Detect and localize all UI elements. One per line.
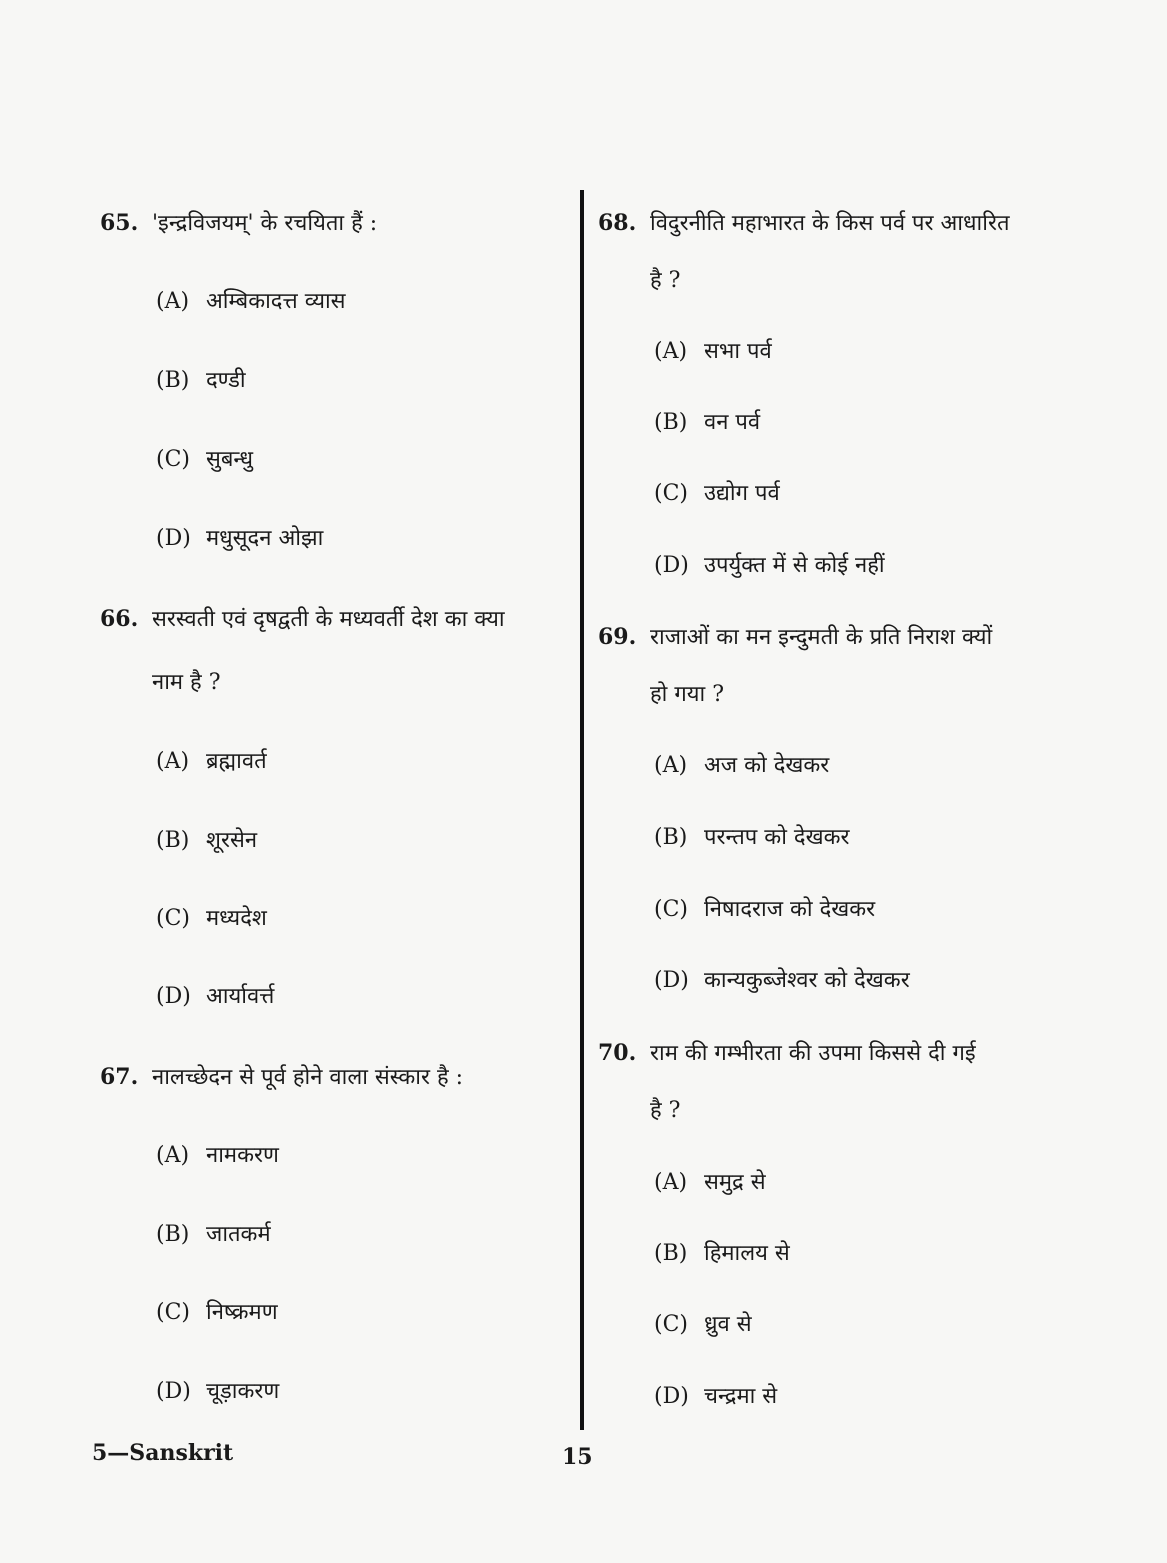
question-number: 65. xyxy=(100,210,139,236)
option-key: (B) xyxy=(654,825,688,850)
option-key: (A) xyxy=(156,749,190,774)
option-text: नामकरण xyxy=(206,1143,279,1168)
option-a[interactable] xyxy=(654,1168,766,1198)
option-text: निषादराज को देखकर xyxy=(704,897,876,922)
option-key: (D) xyxy=(654,968,689,993)
question-text-continued: हो गया ? xyxy=(650,682,725,707)
column-divider xyxy=(580,190,584,1430)
option-key: (A) xyxy=(156,289,190,314)
option-b[interactable] xyxy=(654,823,849,853)
option-c[interactable] xyxy=(654,1310,752,1340)
question-stem xyxy=(100,604,505,635)
option-key: (D) xyxy=(156,526,191,551)
option-text: वन पर्व xyxy=(704,410,761,435)
option-text: दण्डी xyxy=(206,368,246,393)
option-text: परन्तप को देखकर xyxy=(704,825,850,850)
option-text: चन्द्रमा से xyxy=(704,1384,778,1409)
option-text: उद्योग पर्व xyxy=(704,481,780,506)
option-text: कान्यकुब्जेश्वर को देखकर xyxy=(704,968,910,993)
option-text: जातकर्म xyxy=(206,1222,271,1247)
question-text: 'इन्द्रविजयम्' के रचयिता हैं : xyxy=(152,211,378,236)
question-text-continued: है ? xyxy=(650,1098,681,1123)
question-text: सरस्वती एवं दृषद्वती के मध्यवर्ती देश का क्या xyxy=(152,607,505,632)
question-stem xyxy=(598,622,992,653)
option-d[interactable] xyxy=(156,524,323,554)
question-text: राम की गम्भीरता की उपमा किससे दी गई xyxy=(650,1041,976,1066)
option-text: निष्क्रमण xyxy=(206,1300,278,1325)
option-d[interactable] xyxy=(654,1382,777,1412)
option-text: ब्रह्मावर्त xyxy=(206,749,267,774)
option-c[interactable] xyxy=(156,904,267,934)
option-a[interactable] xyxy=(156,747,267,777)
option-c[interactable] xyxy=(156,445,253,475)
option-b[interactable] xyxy=(654,408,760,438)
question-text-continued: नाम है ? xyxy=(152,670,221,695)
option-text: अज को देखकर xyxy=(704,753,830,778)
option-text: शूरसेन xyxy=(206,828,258,853)
option-key: (C) xyxy=(654,481,688,506)
question-number: 68. xyxy=(598,210,637,236)
option-key: (A) xyxy=(654,753,688,778)
option-key: (C) xyxy=(156,1300,190,1325)
option-key: (A) xyxy=(654,339,688,364)
question-stem xyxy=(100,1062,463,1093)
option-key: (A) xyxy=(654,1170,688,1195)
question-text: विदुरनीति महाभारत के किस पर्व पर आधारित xyxy=(650,211,1010,236)
option-key: (B) xyxy=(156,368,190,393)
option-c[interactable] xyxy=(654,479,780,509)
option-key: (D) xyxy=(654,1384,689,1409)
option-text: सभा पर्व xyxy=(704,339,772,364)
option-d[interactable] xyxy=(156,1377,279,1407)
option-text: आर्यावर्त्त xyxy=(206,984,275,1009)
question-stem xyxy=(598,208,1010,239)
option-a[interactable] xyxy=(156,287,346,317)
question-number: 67. xyxy=(100,1064,139,1090)
paper-code: 5—Sanskrit xyxy=(92,1440,234,1466)
option-b[interactable] xyxy=(156,1220,271,1250)
question-number: 69. xyxy=(598,624,637,650)
option-key: (C) xyxy=(156,447,190,472)
option-text: समुद्र से xyxy=(704,1170,766,1195)
question-text: राजाओं का मन इन्दुमती के प्रति निराश क्यों xyxy=(650,625,993,650)
question-number: 66. xyxy=(100,606,139,632)
option-text: ध्रुव से xyxy=(704,1312,752,1337)
option-key: (B) xyxy=(156,1222,190,1247)
option-c[interactable] xyxy=(654,895,875,925)
question-stem xyxy=(598,1038,976,1069)
option-text: हिमालय से xyxy=(704,1241,790,1266)
option-key: (D) xyxy=(156,984,191,1009)
option-text: मध्यदेश xyxy=(206,906,267,931)
question-number: 70. xyxy=(598,1040,637,1066)
option-key: (B) xyxy=(654,410,688,435)
option-key: (B) xyxy=(156,828,190,853)
option-key: (C) xyxy=(654,897,688,922)
option-key: (C) xyxy=(654,1312,688,1337)
option-d[interactable] xyxy=(654,551,885,581)
option-text: चूड़ाकरण xyxy=(206,1379,280,1404)
option-text: मधुसूदन ओझा xyxy=(206,526,324,551)
option-d[interactable] xyxy=(156,982,274,1012)
option-a[interactable] xyxy=(156,1141,279,1171)
option-key: (B) xyxy=(654,1241,688,1266)
option-key: (A) xyxy=(156,1143,190,1168)
option-key: (D) xyxy=(156,1379,191,1404)
option-text: उपर्युक्त में से कोई नहीं xyxy=(704,553,885,578)
option-b[interactable] xyxy=(156,826,257,856)
option-c[interactable] xyxy=(156,1298,278,1328)
option-b[interactable] xyxy=(654,1239,790,1269)
option-a[interactable] xyxy=(654,337,772,367)
option-b[interactable] xyxy=(156,366,246,396)
question-stem xyxy=(100,208,377,239)
question-text-continued: है ? xyxy=(650,268,681,293)
page-number: 15 xyxy=(562,1444,593,1470)
option-text: अम्बिकादत्त व्यास xyxy=(206,289,346,314)
question-text: नालच्छेदन से पूर्व होने वाला संस्कार है : xyxy=(152,1065,464,1090)
option-a[interactable] xyxy=(654,751,829,781)
option-key: (C) xyxy=(156,906,190,931)
option-key: (D) xyxy=(654,553,689,578)
option-text: सुबन्धु xyxy=(206,447,254,472)
option-d[interactable] xyxy=(654,966,910,996)
